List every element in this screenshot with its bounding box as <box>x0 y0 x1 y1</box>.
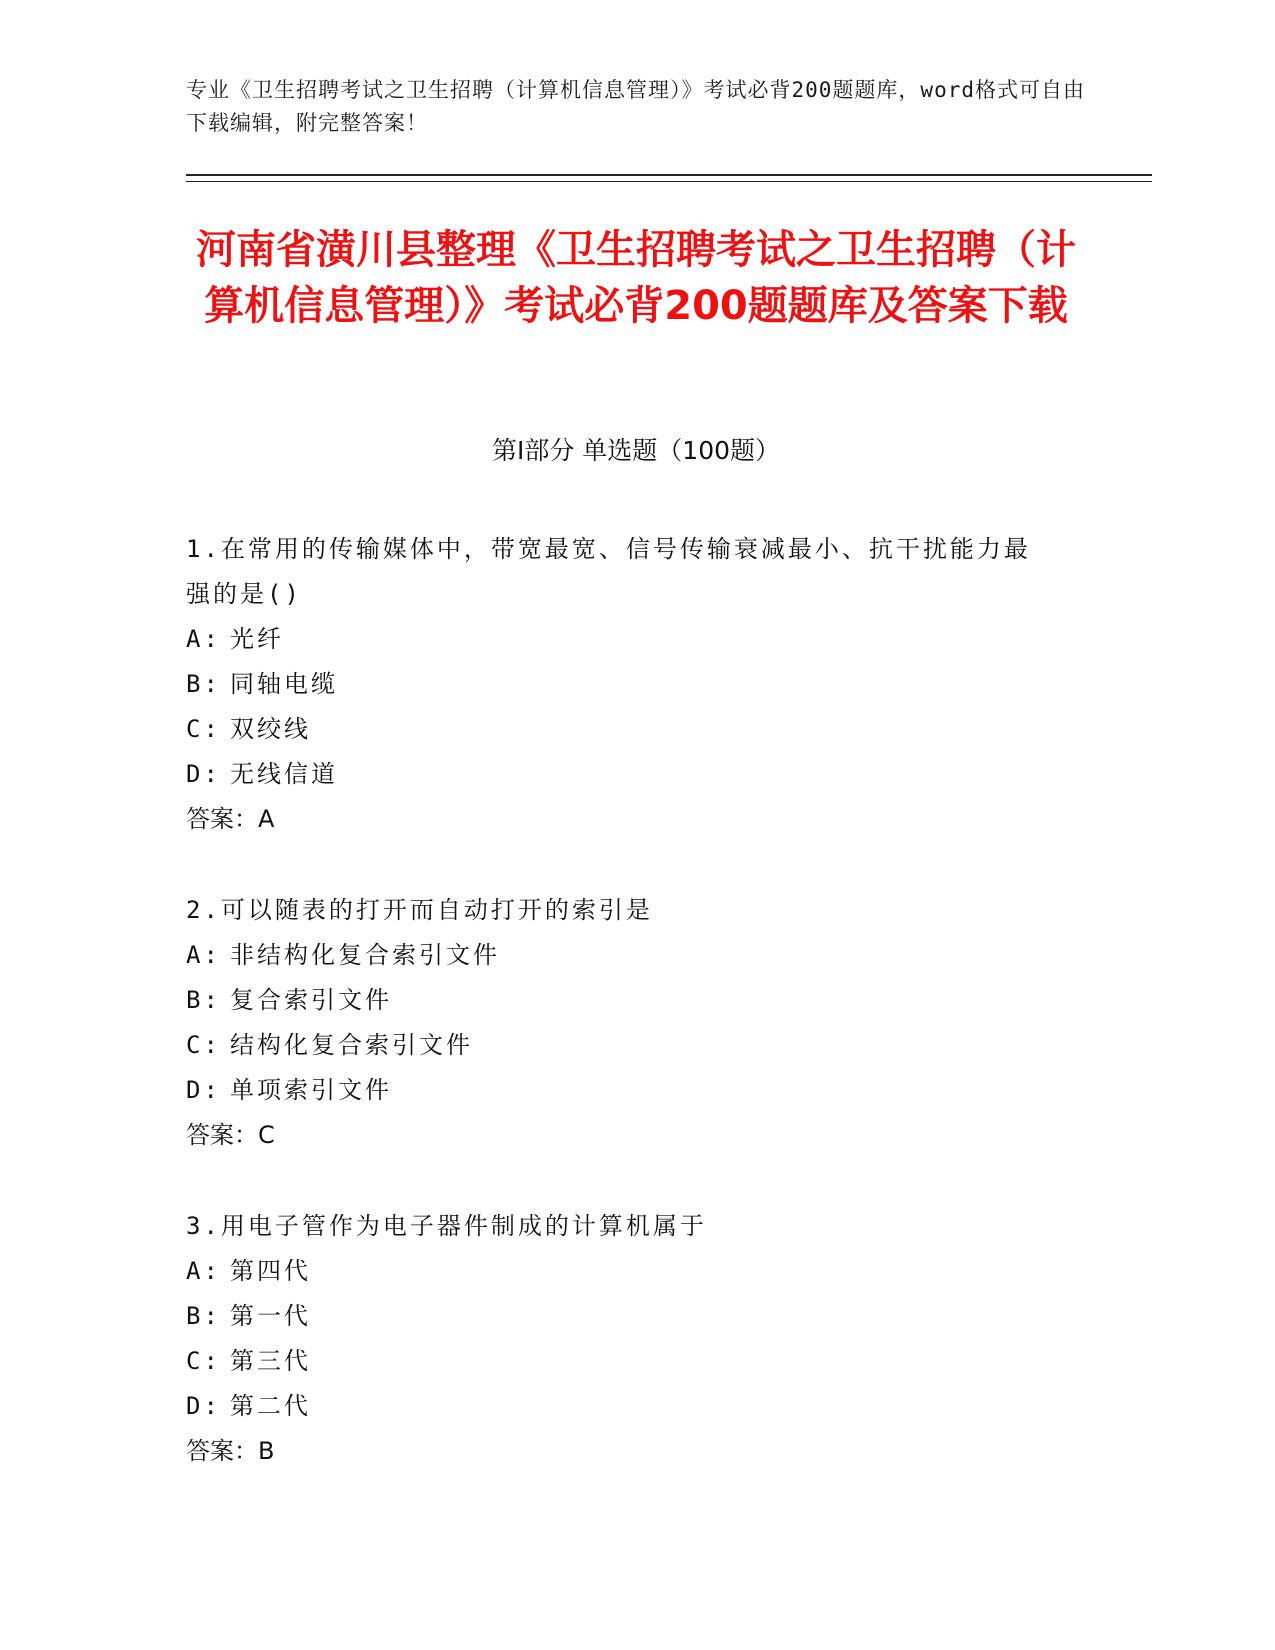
answer-key: 答案：A <box>186 805 275 833</box>
answer-key: 答案：C <box>186 1121 275 1149</box>
document-title: 河南省潢川县整理《卫生招聘考试之卫生招聘（计算机信息管理）》考试必背200题题库及答案下载 <box>196 227 1076 329</box>
answer-option <box>186 1294 1086 1339</box>
answer-option <box>186 1068 1086 1113</box>
option-text: 双绞线 <box>230 715 311 743</box>
answer-option <box>186 617 1086 662</box>
option-letter: C: <box>186 1347 221 1375</box>
option-text: 第四代 <box>230 1257 311 1285</box>
header-divider-thin <box>186 181 1152 182</box>
option-text: 无线信道 <box>230 760 338 788</box>
section-heading: 第Ⅰ部分 单选题（100题） <box>491 436 781 465</box>
answer-option <box>186 1249 1086 1294</box>
document-header-note: 专业《卫生招聘考试之卫生招聘（计算机信息管理）》考试必背200题题库，word格式可自由下载编辑，附完整答案！ <box>186 78 1085 135</box>
answer-option <box>186 752 1086 797</box>
question-list <box>186 527 1086 1520</box>
question-item <box>186 527 1086 842</box>
option-text: 复合索引文件 <box>230 986 392 1014</box>
question-item <box>186 1204 1086 1474</box>
option-text: 光纤 <box>230 625 284 653</box>
question-stem: 2.可以随表的打开而自动打开的索引是 <box>186 896 653 924</box>
option-letter: A: <box>186 941 221 969</box>
option-text: 第二代 <box>230 1392 311 1420</box>
option-letter: B: <box>186 986 221 1014</box>
option-letter: C: <box>186 1031 221 1059</box>
option-letter: D: <box>186 1392 221 1420</box>
answer-option <box>186 707 1086 752</box>
option-letter: D: <box>186 760 221 788</box>
answer-option <box>186 1339 1086 1384</box>
answer-option <box>186 1384 1086 1429</box>
option-letter: D: <box>186 1076 221 1104</box>
option-letter: C: <box>186 715 221 743</box>
header-divider-thick <box>186 174 1152 176</box>
option-text: 单项索引文件 <box>230 1076 392 1104</box>
question-stem: 3.用电子管作为电子器件制成的计算机属于 <box>186 1212 707 1240</box>
option-text: 第一代 <box>230 1302 311 1330</box>
answer-option <box>186 933 1086 978</box>
option-letter: B: <box>186 670 221 698</box>
option-letter: A: <box>186 1257 221 1285</box>
option-text: 第三代 <box>230 1347 311 1375</box>
answer-option <box>186 978 1086 1023</box>
option-letter: B: <box>186 1302 221 1330</box>
question-item <box>186 888 1086 1158</box>
option-text: 非结构化复合索引文件 <box>230 941 500 969</box>
answer-option <box>186 662 1086 707</box>
option-text: 结构化复合索引文件 <box>230 1031 473 1059</box>
answer-option <box>186 1023 1086 1068</box>
question-stem: 1.在常用的传输媒体中，带宽最宽、信号传输衰减最小、抗干扰能力最强的是() <box>186 535 1031 608</box>
option-text: 同轴电缆 <box>230 670 338 698</box>
option-letter: A: <box>186 625 221 653</box>
answer-key: 答案：B <box>186 1437 275 1465</box>
